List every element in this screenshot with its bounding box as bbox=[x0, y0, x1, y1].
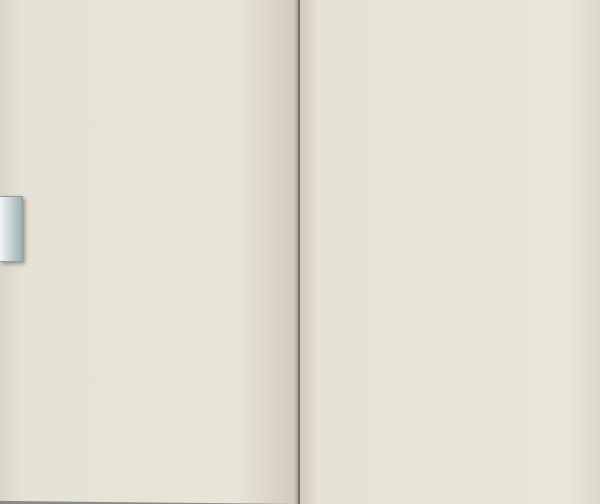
page-number bbox=[0, 1, 290, 4]
chapter-title bbox=[0, 85, 288, 88]
left-page bbox=[0, 0, 298, 504]
right-page bbox=[300, 0, 600, 504]
page-clip bbox=[0, 196, 23, 262]
chapter-subtitle bbox=[0, 103, 288, 106]
